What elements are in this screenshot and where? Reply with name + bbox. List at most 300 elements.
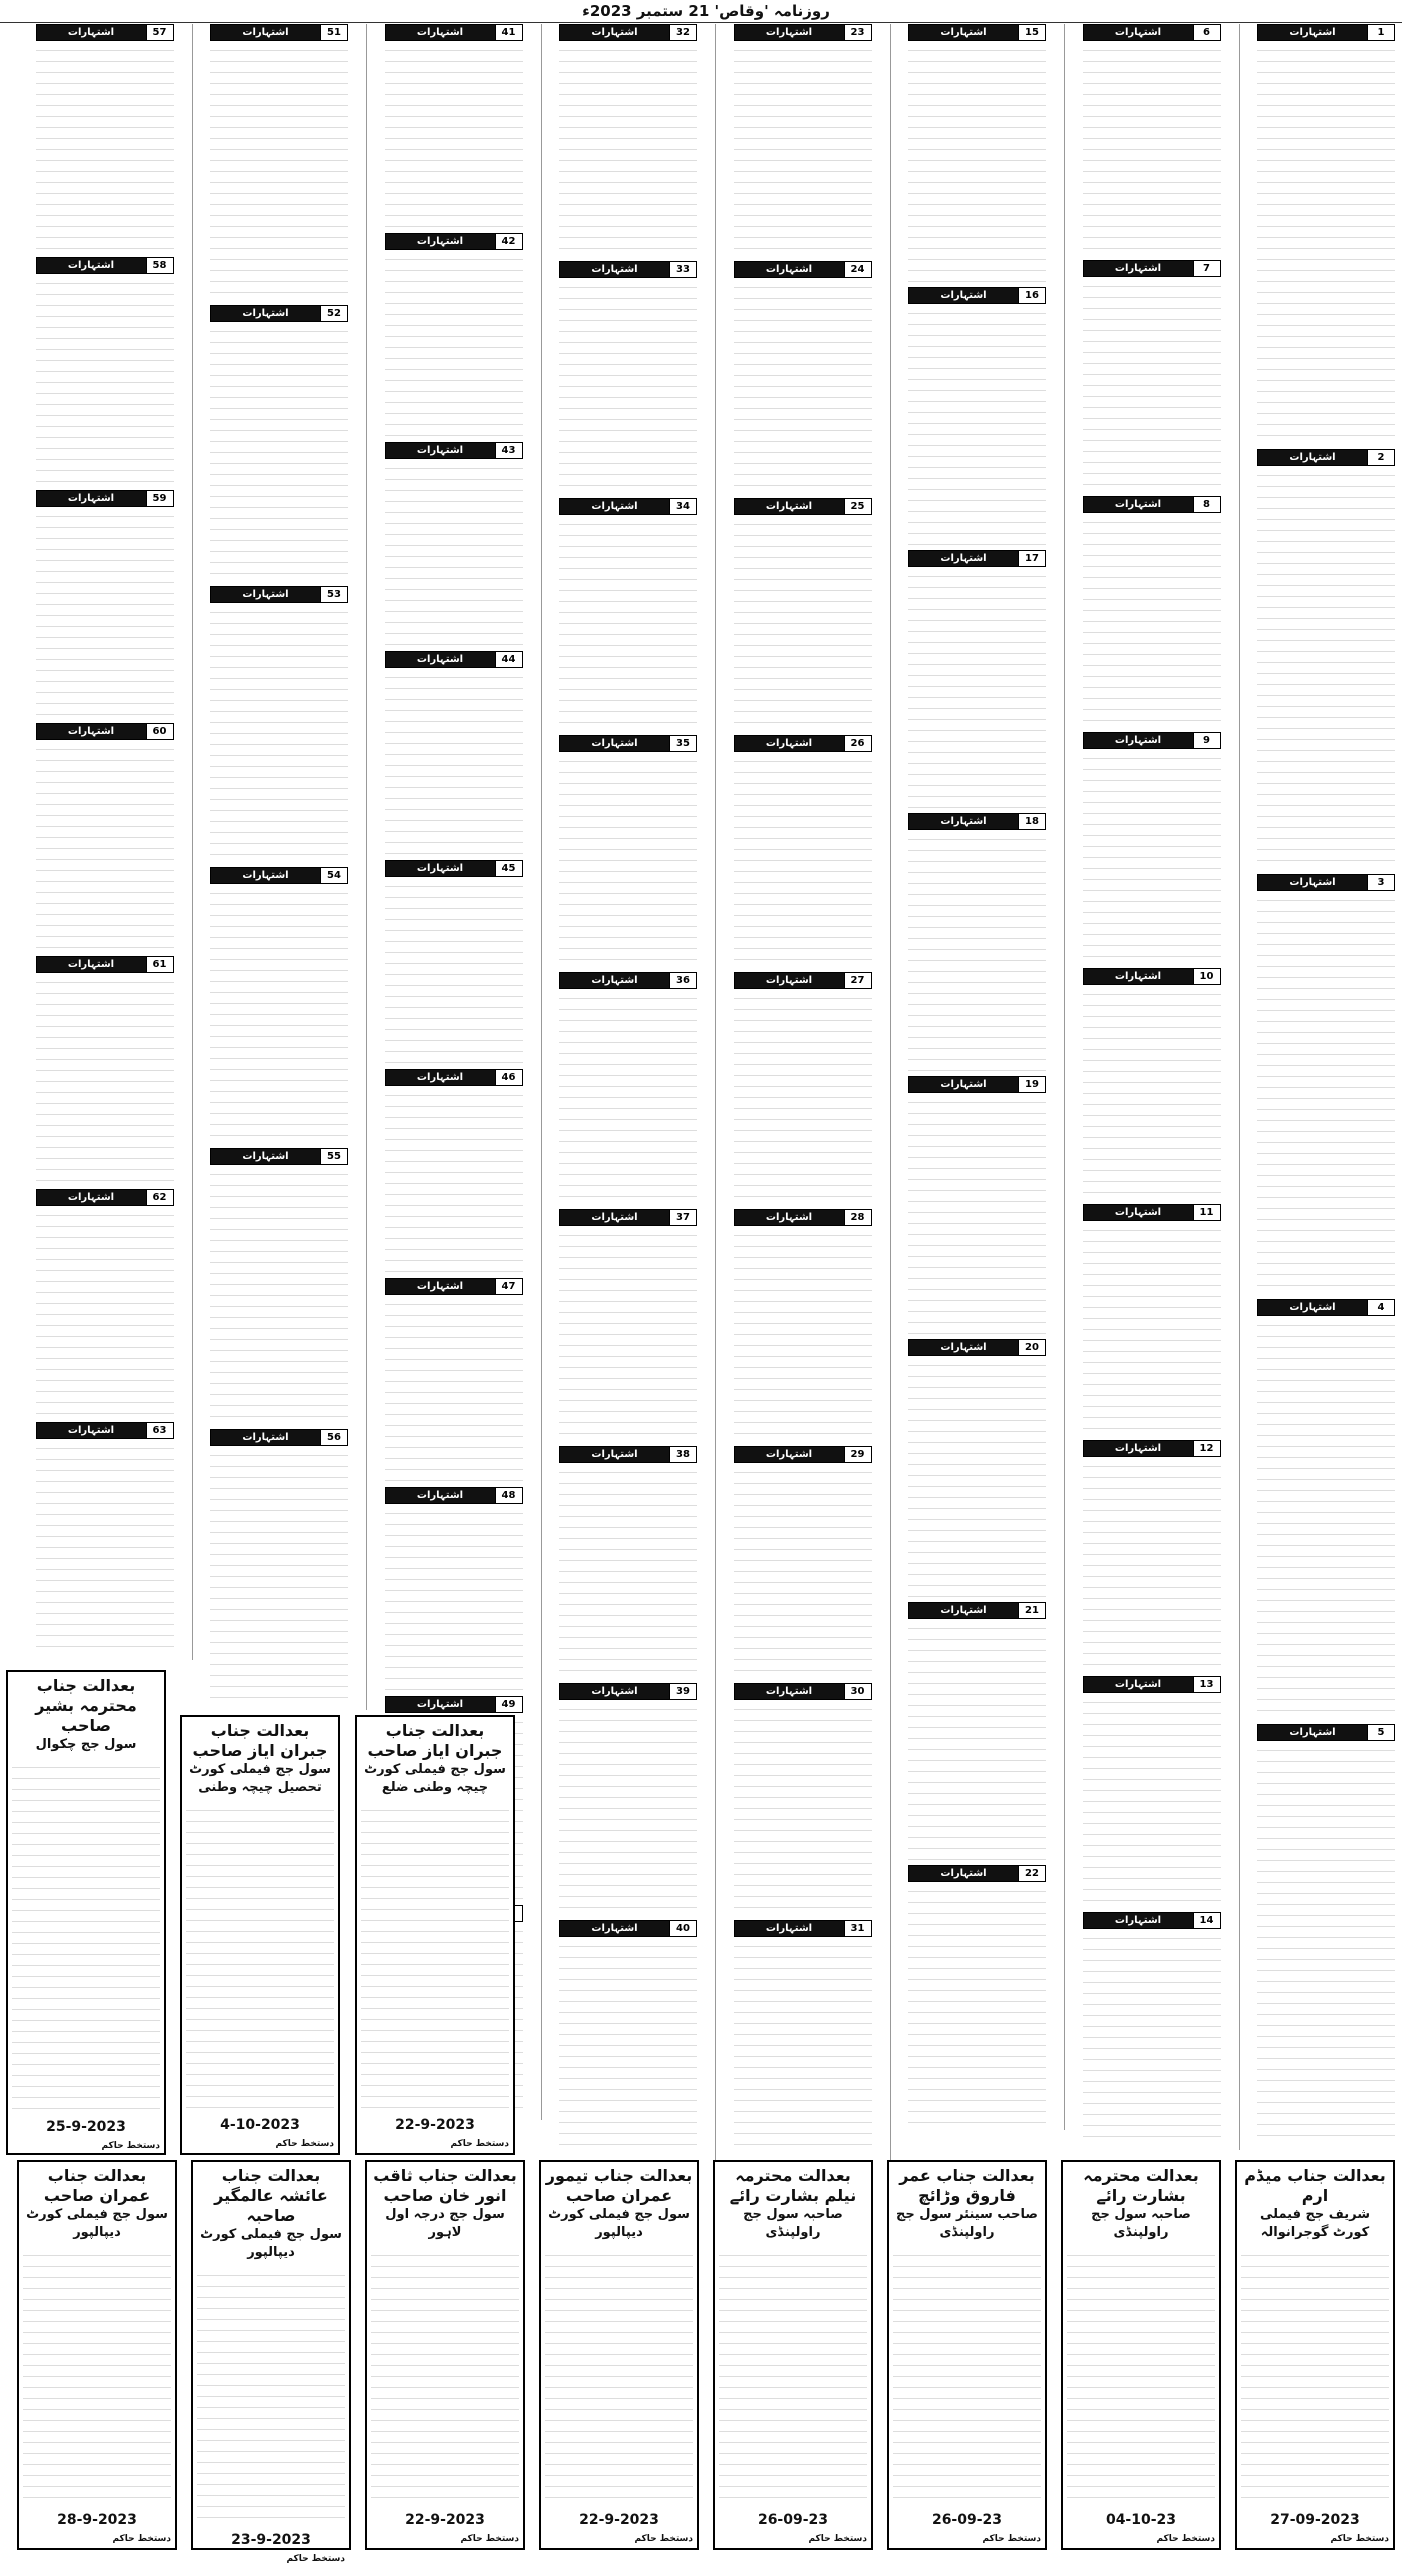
column-divider <box>366 24 367 1710</box>
announcement-body <box>1257 43 1395 445</box>
announcement-header <box>36 956 174 973</box>
announcement-label: اشتہارات <box>211 587 320 602</box>
court-signature <box>12 2141 160 2151</box>
court-subtitle: سول جج فیملی کورٹ دیپالپور <box>548 2207 690 2240</box>
announcement <box>1083 1676 1221 1908</box>
announcement <box>36 723 174 952</box>
announcement <box>559 972 697 1205</box>
announcement-label: اشتہارات <box>909 1866 1018 1881</box>
announcement <box>734 1920 872 2153</box>
announcement-label: اشتہارات <box>1084 261 1193 276</box>
announcement-header <box>559 24 697 41</box>
announcement-body <box>1257 1318 1395 1720</box>
announcement-number: 17 <box>1018 551 1045 566</box>
court-signature-label: دستخط حاکم <box>1330 2534 1389 2544</box>
announcement-number: 60 <box>146 724 173 739</box>
announcement-number: 30 <box>844 1684 871 1699</box>
announcement-label: اشتہارات <box>909 1340 1018 1355</box>
announcement <box>36 257 174 486</box>
announcement-label: اشتہارات <box>1258 1725 1367 1740</box>
announcement-body <box>734 280 872 494</box>
announcement-number: 34 <box>669 499 696 514</box>
announcement-header <box>734 1209 872 1226</box>
court-title: بعدالت جناب ثاقب انور خان صاحب <box>373 2166 517 2205</box>
announcement-header <box>908 813 1046 830</box>
announcement-label: اشتہارات <box>211 1430 320 1445</box>
announcement-body <box>385 1088 523 1274</box>
court-hearing-date: 26-09-23 <box>931 2512 1003 2528</box>
announcement-number: 45 <box>495 861 522 876</box>
court-body <box>361 1803 509 2113</box>
announcement-label: اشتہارات <box>909 814 1018 829</box>
announcement-label: اشتہارات <box>735 736 844 751</box>
announcement-body <box>1083 1695 1221 1908</box>
announcement <box>908 1339 1046 1598</box>
announcement-header <box>1083 968 1221 985</box>
court-title: بعدالت جناب جبران ایاز صاحب <box>367 1721 503 1760</box>
announcement-header <box>908 287 1046 304</box>
announcement <box>559 261 697 494</box>
announcement-body <box>385 1506 523 1692</box>
announcement <box>559 1920 697 2153</box>
announcement-label: اشتہارات <box>909 1077 1018 1092</box>
announcement-header <box>734 1446 872 1463</box>
announcement <box>734 1209 872 1442</box>
announcement-label: اشتہارات <box>1258 450 1367 465</box>
announcement-body <box>559 43 697 257</box>
announcement <box>1083 1440 1221 1672</box>
announcement-number: 49 <box>495 1697 522 1712</box>
announcement-header <box>385 1278 523 1295</box>
announcement-label: اشتہارات <box>1084 1913 1193 1928</box>
announcement-number: 56 <box>320 1430 347 1445</box>
announcement-header <box>210 867 348 884</box>
announcement-label: اشتہارات <box>735 1210 844 1225</box>
announcement <box>385 24 523 229</box>
announcement <box>385 233 523 438</box>
announcement-header <box>1083 732 1221 749</box>
announcement-label: اشتہارات <box>560 25 669 40</box>
announcement-body <box>36 975 174 1185</box>
announcement-body <box>908 1621 1046 1861</box>
court-subtitle: سول جج فیملی کورٹ دیپالپور <box>200 2227 342 2260</box>
announcement <box>1257 1724 1395 2145</box>
announcement-header <box>908 1865 1046 1882</box>
announcement-label: اشتہارات <box>211 25 320 40</box>
announcement-label: اشتہارات <box>37 25 146 40</box>
announcement-header <box>1083 1676 1221 1693</box>
court-notice <box>887 2160 1047 2550</box>
announcement-number: 47 <box>495 1279 522 1294</box>
court-notice <box>539 2160 699 2550</box>
announcement-body <box>385 461 523 647</box>
announcement <box>210 305 348 582</box>
announcement-header <box>908 24 1046 41</box>
court-title: بعدالت جناب عائشہ عالمگیر صاحبہ <box>214 2166 328 2225</box>
announcement-header <box>36 1189 174 1206</box>
announcement-number: 23 <box>844 25 871 40</box>
announcement-label: اشتہارات <box>560 1210 669 1225</box>
announcement-body <box>210 1167 348 1425</box>
announcement <box>36 956 174 1185</box>
announcement-number: 5 <box>1367 1725 1394 1740</box>
court-signature <box>545 2534 693 2544</box>
court-signature <box>361 2139 509 2149</box>
announcement-label: اشتہارات <box>735 499 844 514</box>
announcement <box>385 442 523 647</box>
court-signature <box>1241 2534 1389 2544</box>
announcement <box>36 490 174 719</box>
announcement-label: اشتہارات <box>211 868 320 883</box>
announcement-label: اشتہارات <box>37 491 146 506</box>
announcement-header <box>734 735 872 752</box>
court-signature-label: دستخط حاکم <box>1156 2534 1215 2544</box>
announcement-number: 46 <box>495 1070 522 1085</box>
announcement-label: اشتہارات <box>386 25 495 40</box>
announcement-number: 22 <box>1018 1866 1045 1881</box>
announcement-label: اشتہارات <box>560 262 669 277</box>
announcement-header <box>385 860 523 877</box>
announcement-number: 13 <box>1193 1677 1220 1692</box>
announcement-number: 32 <box>669 25 696 40</box>
announcement-body <box>734 43 872 257</box>
announcement-label: اشتہارات <box>211 1149 320 1164</box>
court-hearing-date: 22-9-2023 <box>405 2512 485 2528</box>
court-notice <box>1235 2160 1395 2550</box>
court-hearing-date: 25-9-2023 <box>46 2119 126 2135</box>
announcement-body <box>1083 1223 1221 1436</box>
column-divider <box>541 24 542 2120</box>
announcement-number: 41 <box>495 25 522 40</box>
announcement-label: اشتہارات <box>386 652 495 667</box>
announcement-number: 43 <box>495 443 522 458</box>
announcement-number: 57 <box>146 25 173 40</box>
court-signature <box>197 2554 345 2564</box>
announcement <box>559 735 697 968</box>
announcement-header <box>1257 1299 1395 1316</box>
announcement-label: اشتہارات <box>37 1423 146 1438</box>
court-subtitle: شریف جج فیملی کورٹ گوجرانوالہ <box>1259 2207 1371 2240</box>
announcement <box>908 550 1046 809</box>
announcement-label: اشتہارات <box>1084 497 1193 512</box>
announcement-body <box>734 1228 872 1442</box>
announcement-body <box>908 1358 1046 1598</box>
announcement-label: اشتہارات <box>1258 875 1367 890</box>
court-body <box>1067 2248 1215 2508</box>
announcement-body <box>385 43 523 229</box>
announcement-label: اشتہارات <box>735 1447 844 1462</box>
announcement-header <box>1083 1440 1221 1457</box>
announcement-label: اشتہارات <box>1084 25 1193 40</box>
announcement-body <box>210 43 348 301</box>
announcement-body <box>385 670 523 856</box>
announcement-label: اشتہارات <box>560 973 669 988</box>
announcement-label: اشتہارات <box>386 1279 495 1294</box>
court-notice <box>713 2160 873 2550</box>
court-signature-label: دستخط حاکم <box>275 2139 334 2149</box>
announcement <box>385 860 523 1065</box>
announcement-label: اشتہارات <box>386 1697 495 1712</box>
announcement-label: اشتہارات <box>1084 1205 1193 1220</box>
announcement-number: 53 <box>320 587 347 602</box>
announcement-body <box>908 832 1046 1072</box>
announcement-label: اشتہارات <box>37 724 146 739</box>
column-divider <box>890 24 891 2160</box>
announcement-body <box>559 1465 697 1679</box>
announcement-body <box>559 517 697 731</box>
column-8 <box>36 24 174 1660</box>
announcement-body <box>734 1702 872 1916</box>
announcement-number: 19 <box>1018 1077 1045 1092</box>
court-signature-label: دستخط حاکم <box>101 2141 160 2151</box>
column-divider <box>715 24 716 2160</box>
court-signature-label: دستخط حاکم <box>112 2534 171 2544</box>
announcement-header <box>210 1429 348 1446</box>
announcement-number: 18 <box>1018 814 1045 829</box>
announcement-number: 14 <box>1193 1913 1220 1928</box>
announcement-label: اشتہارات <box>386 1070 495 1085</box>
announcement-number: 39 <box>669 1684 696 1699</box>
announcement-body <box>36 43 174 253</box>
announcement <box>734 261 872 494</box>
announcement-body <box>210 605 348 863</box>
announcement <box>210 867 348 1144</box>
announcement-number: 2 <box>1367 450 1394 465</box>
court-body <box>719 2248 867 2508</box>
announcement-label: اشتہارات <box>560 1921 669 1936</box>
announcement-number: 15 <box>1018 25 1045 40</box>
announcement-body <box>908 569 1046 809</box>
court-subtitle: صاحبہ سول جج راولپنڈی <box>1091 2207 1191 2240</box>
announcement <box>1257 874 1395 1295</box>
announcement-body <box>36 276 174 486</box>
court-signature-label: دستخط حاکم <box>450 2139 509 2149</box>
announcement <box>385 1069 523 1274</box>
announcement <box>908 1076 1046 1335</box>
announcement-body <box>1083 279 1221 492</box>
announcement <box>559 1446 697 1679</box>
announcement <box>1257 449 1395 870</box>
announcement-header <box>36 490 174 507</box>
announcement <box>210 24 348 301</box>
announcement-body <box>559 280 697 494</box>
column-7 <box>210 24 348 1710</box>
announcement-number: 12 <box>1193 1441 1220 1456</box>
court-subtitle: سول جج فیملی کورٹ چیچہ وطنی ضلع <box>364 1762 506 1795</box>
court-subtitle: صاحبہ سول جج راولپنڈی <box>743 2207 843 2240</box>
announcement-body <box>1083 515 1221 728</box>
announcement-label: اشتہارات <box>909 25 1018 40</box>
announcement-header <box>1083 1204 1221 1221</box>
announcement <box>1083 496 1221 728</box>
announcement-number: 6 <box>1193 25 1220 40</box>
announcement-number: 42 <box>495 234 522 249</box>
announcement <box>734 972 872 1205</box>
announcement-number: 10 <box>1193 969 1220 984</box>
announcement-body <box>36 1208 174 1418</box>
announcement-body <box>210 324 348 582</box>
announcement-header <box>36 1422 174 1439</box>
announcement <box>385 651 523 856</box>
announcement-label: اشتہارات <box>735 25 844 40</box>
court-subtitle: سول جج فیملی کورٹ دیپالپور <box>26 2207 168 2240</box>
announcement-body <box>559 754 697 968</box>
announcement-body <box>559 1702 697 1916</box>
announcement-header <box>559 1446 697 1463</box>
announcement <box>210 1429 348 1706</box>
announcement-number: 24 <box>844 262 871 277</box>
announcement-body <box>385 252 523 438</box>
announcement-header <box>385 24 523 41</box>
court-notice <box>17 2160 177 2550</box>
announcement-number: 20 <box>1018 1340 1045 1355</box>
announcement <box>1083 1204 1221 1436</box>
announcement-number: 54 <box>320 868 347 883</box>
announcement-body <box>1083 1459 1221 1672</box>
announcement-number: 21 <box>1018 1603 1045 1618</box>
announcement-body <box>36 1441 174 1651</box>
announcement <box>1083 732 1221 964</box>
court-title: بعدالت جناب محترمہ بشیر صاحب <box>35 1676 137 1735</box>
announcement-label: اشتہارات <box>909 551 1018 566</box>
announcement-label: اشتہارات <box>1084 1441 1193 1456</box>
court-title: بعدالت جناب عمران صاحب <box>43 2166 151 2205</box>
court-body <box>893 2248 1041 2508</box>
announcement <box>210 586 348 863</box>
announcement-body <box>908 306 1046 546</box>
column-5 <box>559 24 697 2160</box>
court-signature <box>893 2534 1041 2544</box>
announcement <box>734 24 872 257</box>
announcement-label: اشتہارات <box>37 957 146 972</box>
announcement-label: اشتہارات <box>909 288 1018 303</box>
announcement <box>36 24 174 253</box>
announcement-header <box>385 1696 523 1713</box>
column-divider <box>192 24 193 1660</box>
announcement <box>559 1209 697 1442</box>
masthead <box>0 0 1402 23</box>
court-signature-label: دستخط حاکم <box>808 2534 867 2544</box>
court-signature <box>186 2139 334 2149</box>
announcement-body <box>734 991 872 1205</box>
column-1 <box>1257 24 1395 2150</box>
announcement-number: 55 <box>320 1149 347 1164</box>
announcement-label: اشتہارات <box>735 1684 844 1699</box>
announcement-body <box>734 754 872 968</box>
announcement <box>1083 1912 1221 2144</box>
announcement-header <box>734 1683 872 1700</box>
announcement-label: اشتہارات <box>386 1488 495 1503</box>
announcement-number: 63 <box>146 1423 173 1438</box>
announcement-body <box>908 43 1046 283</box>
announcement <box>908 287 1046 546</box>
court-subtitle: صاحب سینئر سول جج راولپنڈی <box>896 2207 1038 2240</box>
announcement-header <box>210 24 348 41</box>
court-notice <box>355 1715 515 2155</box>
announcement-number: 38 <box>669 1447 696 1462</box>
announcement-body <box>734 517 872 731</box>
announcement-number: 58 <box>146 258 173 273</box>
court-body <box>186 1803 334 2113</box>
court-signature-label: دستخط حاکم <box>460 2534 519 2544</box>
announcement-body <box>1083 987 1221 1200</box>
announcement <box>36 1189 174 1418</box>
court-subtitle: سول جج درجہ اول لاہور <box>385 2207 505 2240</box>
announcement-header <box>1257 449 1395 466</box>
court-body <box>1241 2248 1389 2508</box>
announcement-header <box>210 586 348 603</box>
announcement-header <box>559 1920 697 1937</box>
announcement-number: 44 <box>495 652 522 667</box>
announcement-header <box>908 1076 1046 1093</box>
announcement-header <box>1083 496 1221 513</box>
court-title: بعدالت جناب تیمور عمران صاحب <box>545 2166 693 2205</box>
announcement-header <box>36 723 174 740</box>
column-divider <box>1064 24 1065 2130</box>
announcement-number: 33 <box>669 262 696 277</box>
court-title: بعدالت جناب جبران ایاز صاحب <box>192 1721 328 1760</box>
announcement-header <box>734 1920 872 1937</box>
announcement-body <box>559 1228 697 1442</box>
announcement-header <box>908 1602 1046 1619</box>
announcement <box>559 498 697 731</box>
announcement-body <box>1257 468 1395 870</box>
court-title: بعدالت محترمہ بشارت رائے <box>1083 2166 1199 2205</box>
court-body <box>197 2268 345 2528</box>
announcement-header <box>559 1209 697 1226</box>
announcement-header <box>210 305 348 322</box>
announcement-body <box>385 1297 523 1483</box>
court-hearing-date: 4-10-2023 <box>220 2117 300 2133</box>
announcement-header <box>559 972 697 989</box>
announcement-label: اشتہارات <box>735 973 844 988</box>
announcement <box>385 1487 523 1692</box>
announcement <box>1083 968 1221 1200</box>
announcement-number: 16 <box>1018 288 1045 303</box>
announcement <box>1083 24 1221 256</box>
court-subtitle: سول جج فیملی کورٹ تحصیل چیچہ وطنی <box>189 1762 331 1795</box>
announcement-number: 9 <box>1193 733 1220 748</box>
announcement-header <box>1083 1912 1221 1929</box>
announcement <box>734 1446 872 1679</box>
announcement-header <box>908 550 1046 567</box>
announcement-header <box>908 1339 1046 1356</box>
announcement-label: اشتہارات <box>386 234 495 249</box>
announcement <box>1257 24 1395 445</box>
announcement-label: اشتہارات <box>37 1190 146 1205</box>
announcement-number: 28 <box>844 1210 871 1225</box>
court-notice <box>180 1715 340 2155</box>
announcement-label: اشتہارات <box>560 499 669 514</box>
announcement-header <box>734 972 872 989</box>
announcement-header <box>36 257 174 274</box>
announcement-body <box>559 991 697 1205</box>
announcement-header <box>734 24 872 41</box>
announcement-number: 35 <box>669 736 696 751</box>
announcement-label: اشتہارات <box>1084 733 1193 748</box>
announcement-header <box>559 261 697 278</box>
announcement <box>908 24 1046 283</box>
announcement-body <box>1257 1743 1395 2145</box>
court-signature-label: دستخط حاکم <box>634 2534 693 2544</box>
announcement-header <box>734 498 872 515</box>
court-title: بعدالت جناب عمر فاروق وڑائچ <box>899 2166 1035 2205</box>
announcement-number: 7 <box>1193 261 1220 276</box>
court-hearing-date: 22-9-2023 <box>579 2512 659 2528</box>
court-signature <box>1067 2534 1215 2544</box>
court-title: بعدالت محترمہ نیلم بشارت رائے <box>729 2166 857 2205</box>
court-notice <box>191 2160 351 2564</box>
